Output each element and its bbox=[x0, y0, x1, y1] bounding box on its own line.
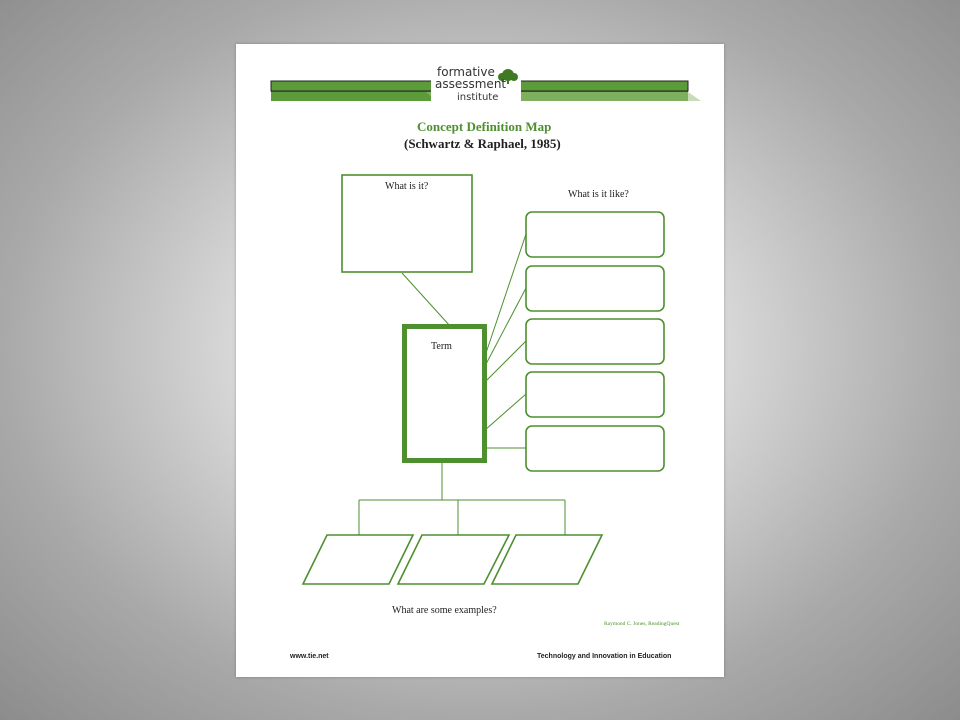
footer-tagline: Technology and Innovation in Education bbox=[537, 653, 672, 660]
example-box bbox=[303, 535, 413, 584]
examples-label: What are some examples? bbox=[392, 605, 497, 616]
connector-what-is-it bbox=[402, 273, 450, 326]
logo-text-assessment: assessment bbox=[435, 77, 507, 91]
what-is-it-label: What is it? bbox=[385, 181, 429, 192]
what-is-it-like-box bbox=[526, 319, 664, 364]
footer-website: www.tie.net bbox=[290, 653, 329, 660]
page-subtitle: (Schwartz & Raphael, 1985) bbox=[404, 136, 561, 151]
term-label: Term bbox=[431, 341, 452, 352]
connectors-examples bbox=[359, 463, 565, 535]
worksheet-page bbox=[236, 44, 724, 677]
page-title: Concept Definition Map bbox=[417, 119, 552, 134]
what-is-it-like-box bbox=[526, 426, 664, 471]
example-box bbox=[398, 535, 509, 584]
logo-text-institute: institute bbox=[457, 92, 499, 103]
example-box bbox=[492, 535, 602, 584]
header-bar-left bbox=[271, 91, 443, 101]
logo-text-formative: formative bbox=[437, 65, 495, 79]
credit-text: Raymond C. Jones, ReadingQuest bbox=[604, 621, 680, 627]
what-is-it-like-label: What is it like? bbox=[568, 189, 629, 200]
what-is-it-like-box bbox=[526, 372, 664, 417]
connectors-what-is-it-like bbox=[485, 234, 526, 448]
what-is-it-like-box bbox=[526, 266, 664, 311]
what-is-it-like-box bbox=[526, 212, 664, 257]
